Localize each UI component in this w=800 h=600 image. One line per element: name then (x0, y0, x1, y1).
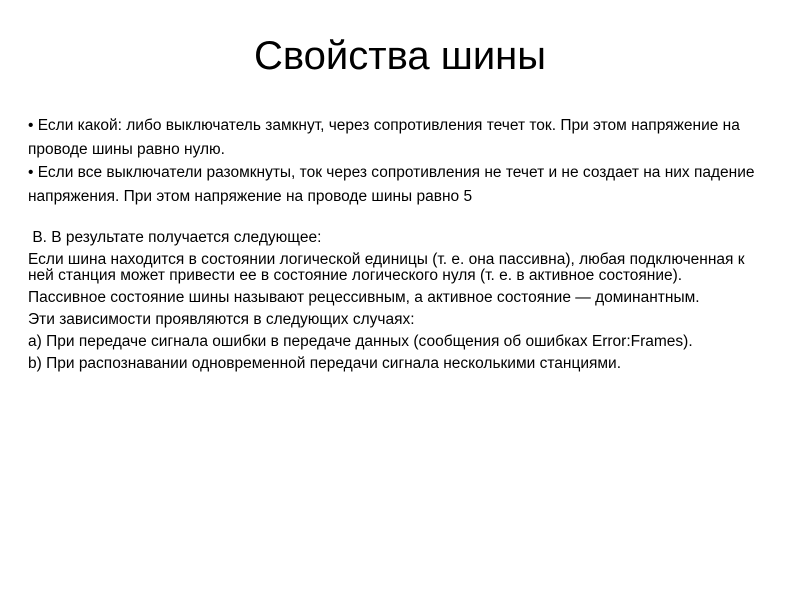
text-paragraph: В. В результате получается следующее: (28, 229, 322, 246)
text-paragraph: Если шина находится в состоянии логической единицы (т. е. она пассивна), любая подключенная к ней станция может привести ее в состояние логического нуля (т. е. в активное состояние). (28, 251, 749, 284)
slide-title: Свойства шины (253, 34, 547, 78)
text-paragraph: Пассивное состояние шины называют рецессивным, а активное состояние — доминантным. (28, 289, 700, 306)
paragraph-spacer (28, 208, 768, 230)
text-paragraph: a) При передаче сигнала ошибки в передаче данных (сообщения об ошибках Error:Frames). (28, 333, 693, 350)
text-paragraph: b) При распознавании одновременной передачи сигнала несколькими станциями. (28, 355, 621, 372)
text-paragraph: Эти зависимости проявляются в следующих случаях: (28, 311, 415, 328)
bullet-paragraph: • Если все выключатели разомкнуты, ток через сопротивления не течет и не создает на них падение напряжения. При этом напряжение на проводе шины равно 5 (28, 164, 759, 205)
bullet-paragraph: • Если какой: либо выключатель замкнут, через сопротивления течет ток. При этом напряжение на проводе шины равно нулю. (28, 117, 745, 158)
slide-body (28, 114, 768, 378)
